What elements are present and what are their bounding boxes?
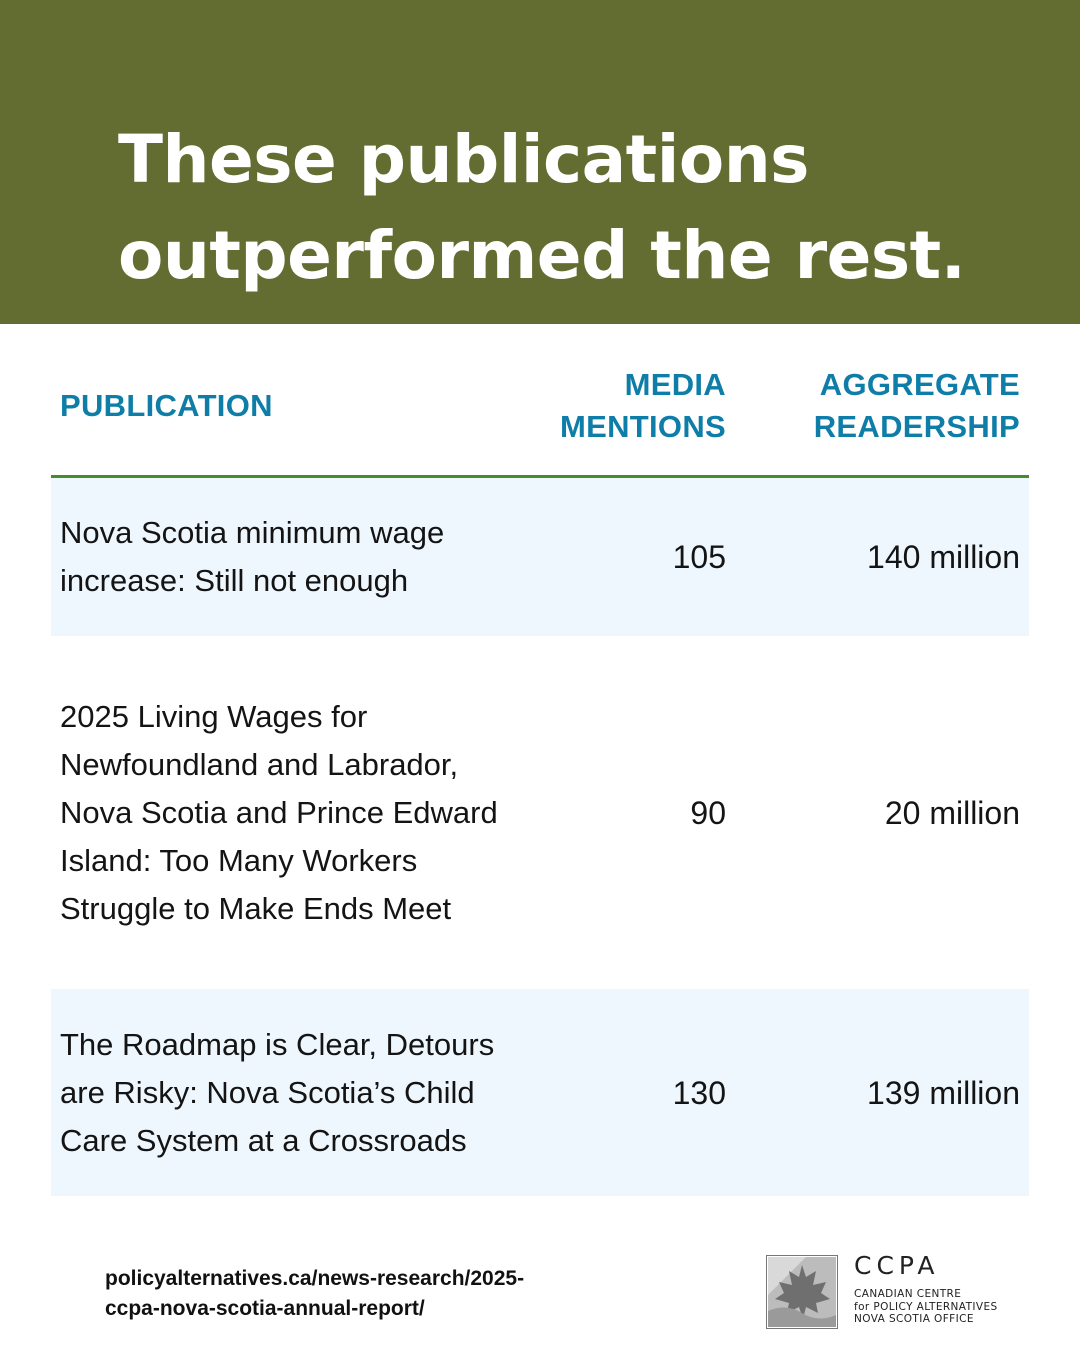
column-header-publication: PUBLICATION (60, 388, 273, 423)
table-row (51, 636, 1029, 989)
aggregate-readership-value: 139 million (867, 1074, 1020, 1111)
column-header-media-mentions: MEDIA MENTIONS (559, 367, 726, 444)
header-banner (0, 0, 1080, 324)
maple-leaf-icon (766, 1255, 838, 1329)
report-url[interactable]: policyalternatives.ca/news-research/2025- ccpa-nova-scotia-annual-report/ (105, 1267, 525, 1320)
page-title-line-2: outperformed the rest. (118, 217, 966, 294)
media-mentions-value: 90 (690, 794, 726, 831)
aggregate-readership-value: 140 million (867, 539, 1020, 575)
publication-title: 2025 Living Wages for Newfoundland and Labrador, Nova Scotia and Prince Edward Island: Too Many Workers Struggle to Make Ends Meet (60, 698, 498, 926)
aggregate-readership-value: 20 million (884, 794, 1020, 831)
logo-subtitle: CANADIAN CENTRE for POLICY ALTERNATIVES NOVA SCOTIA OFFICE (854, 1288, 998, 1325)
page-title-line-1: These publications (118, 121, 809, 198)
table-row (51, 478, 1029, 636)
publication-title: Nova Scotia minimum wage increase: Still not enough (60, 515, 445, 598)
publication-title: The Roadmap is Clear, Detours are Risky: Nova Scotia’s Child Care System at a Crossroads (60, 1026, 495, 1158)
table-row (51, 989, 1029, 1196)
page-title (118, 112, 965, 304)
media-mentions-value: 105 (672, 539, 726, 575)
column-header-aggregate-readership: AGGREGATE READERSHIP (813, 367, 1020, 444)
media-mentions-value: 130 (672, 1074, 726, 1111)
logo-name: CCPA (854, 1251, 940, 1280)
ccpa-logo (854, 1250, 998, 1326)
